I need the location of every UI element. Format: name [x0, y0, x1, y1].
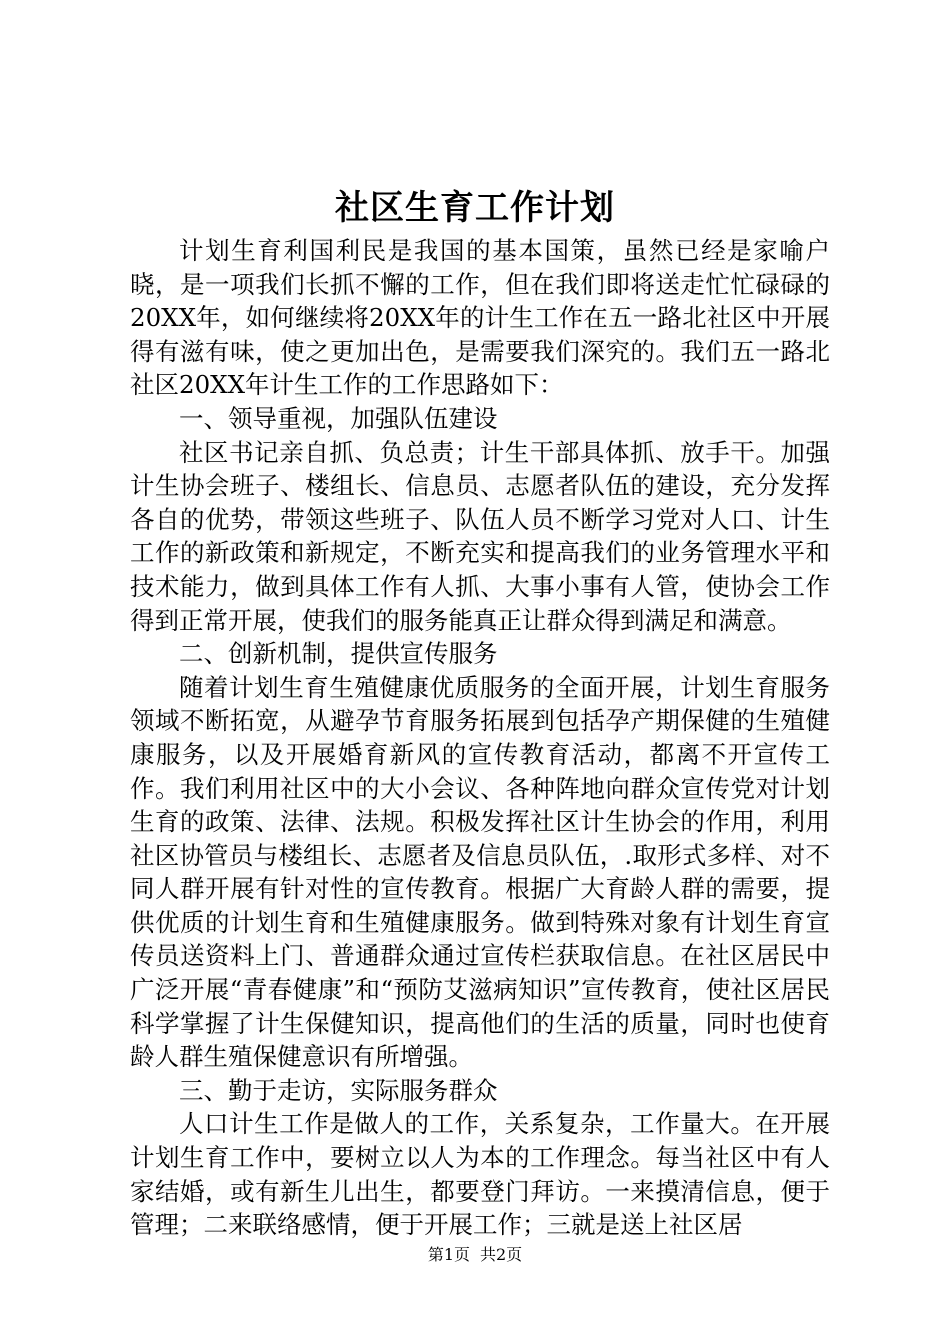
document-body — [130, 234, 830, 1242]
page-footer — [0, 1245, 950, 1265]
section-heading-1: 一、领导重视，加强队伍建设 — [179, 403, 498, 433]
document-title: 社区生育工作计划 — [335, 188, 615, 228]
section-heading-3: 三、勤于走访，实际服务群众 — [179, 1075, 498, 1105]
section-paragraph-2: 随着计划生育生殖健康优质服务的全面开展，计划生育服务领域不断拓宽，从避孕节育服务拓展到包括孕产期保健的生殖健康服务，以及开展婚育新风的宣传教育活动，都离不开宣传工作。我们利用社区中的大小会议、各种阵地向群众宣传党对计划生育的政策、法律、法规。积极发挥社区计生协会的作用，利用社区协管员与楼组长、志愿者及信息员队伍，.取形式多样、对不同人群开展有针对性的宣传教育。根据广大育龄人群的需要，提供优质的计划生育和生殖健康服务。做到特殊对象有计划生育宣传员送资料上门、普通群众通过宣传栏获取信息。在社区居民中广泛开展“青春健康”和“预防艾滋病知识”宣传教育，使社区居民科学掌握了计生保健知识，提高他们的生活的质量，同时也使育龄人群生殖保健意识有所增强。 — [130, 672, 830, 1072]
intro-paragraph: 计划生育利国利民是我国的基本国策，虽然已经是家喻户晓，是一项我们长抓不懈的工作，但在我们即将送走忙忙碌碌的20XX年，如何继续将20XX年的计生工作在五一路北社区中开展得有滋有味，使之更加出色，是需要我们深究的。我们五一路北社区20XX年计生工作的工作思路如下： — [130, 236, 830, 400]
section-heading-2: 二、创新机制，提供宣传服务 — [179, 639, 498, 669]
page-number: 第1页 — [427, 1245, 470, 1264]
section-paragraph-3: 人口计生工作是做人的工作，关系复杂，工作量大。在开展计划生育工作中，要树立以人为本的工作理念。每当社区中有人家结婚，或有新生儿出生，都要登门拜访。一来摸清信息，便于管理；二来联络感情，便于开展工作；三就是送上社区居 — [130, 1109, 830, 1240]
page-total: 共2页 — [480, 1245, 523, 1264]
section-paragraph-1: 社区书记亲自抓、负总责；计生干部具体抓、放手干。加强计生协会班子、楼组长、信息员、志愿者队伍的建设，充分发挥各自的优势，带领这些班子、队伍人员不断学习党对人口、计生工作的新政策和新规定，不断充实和提高我们的业务管理水平和技术能力，做到具体工作有人抓、大事小事有人管，使协会工作得到正常开展，使我们的服务能真正让群众得到满足和满意。 — [130, 437, 830, 635]
